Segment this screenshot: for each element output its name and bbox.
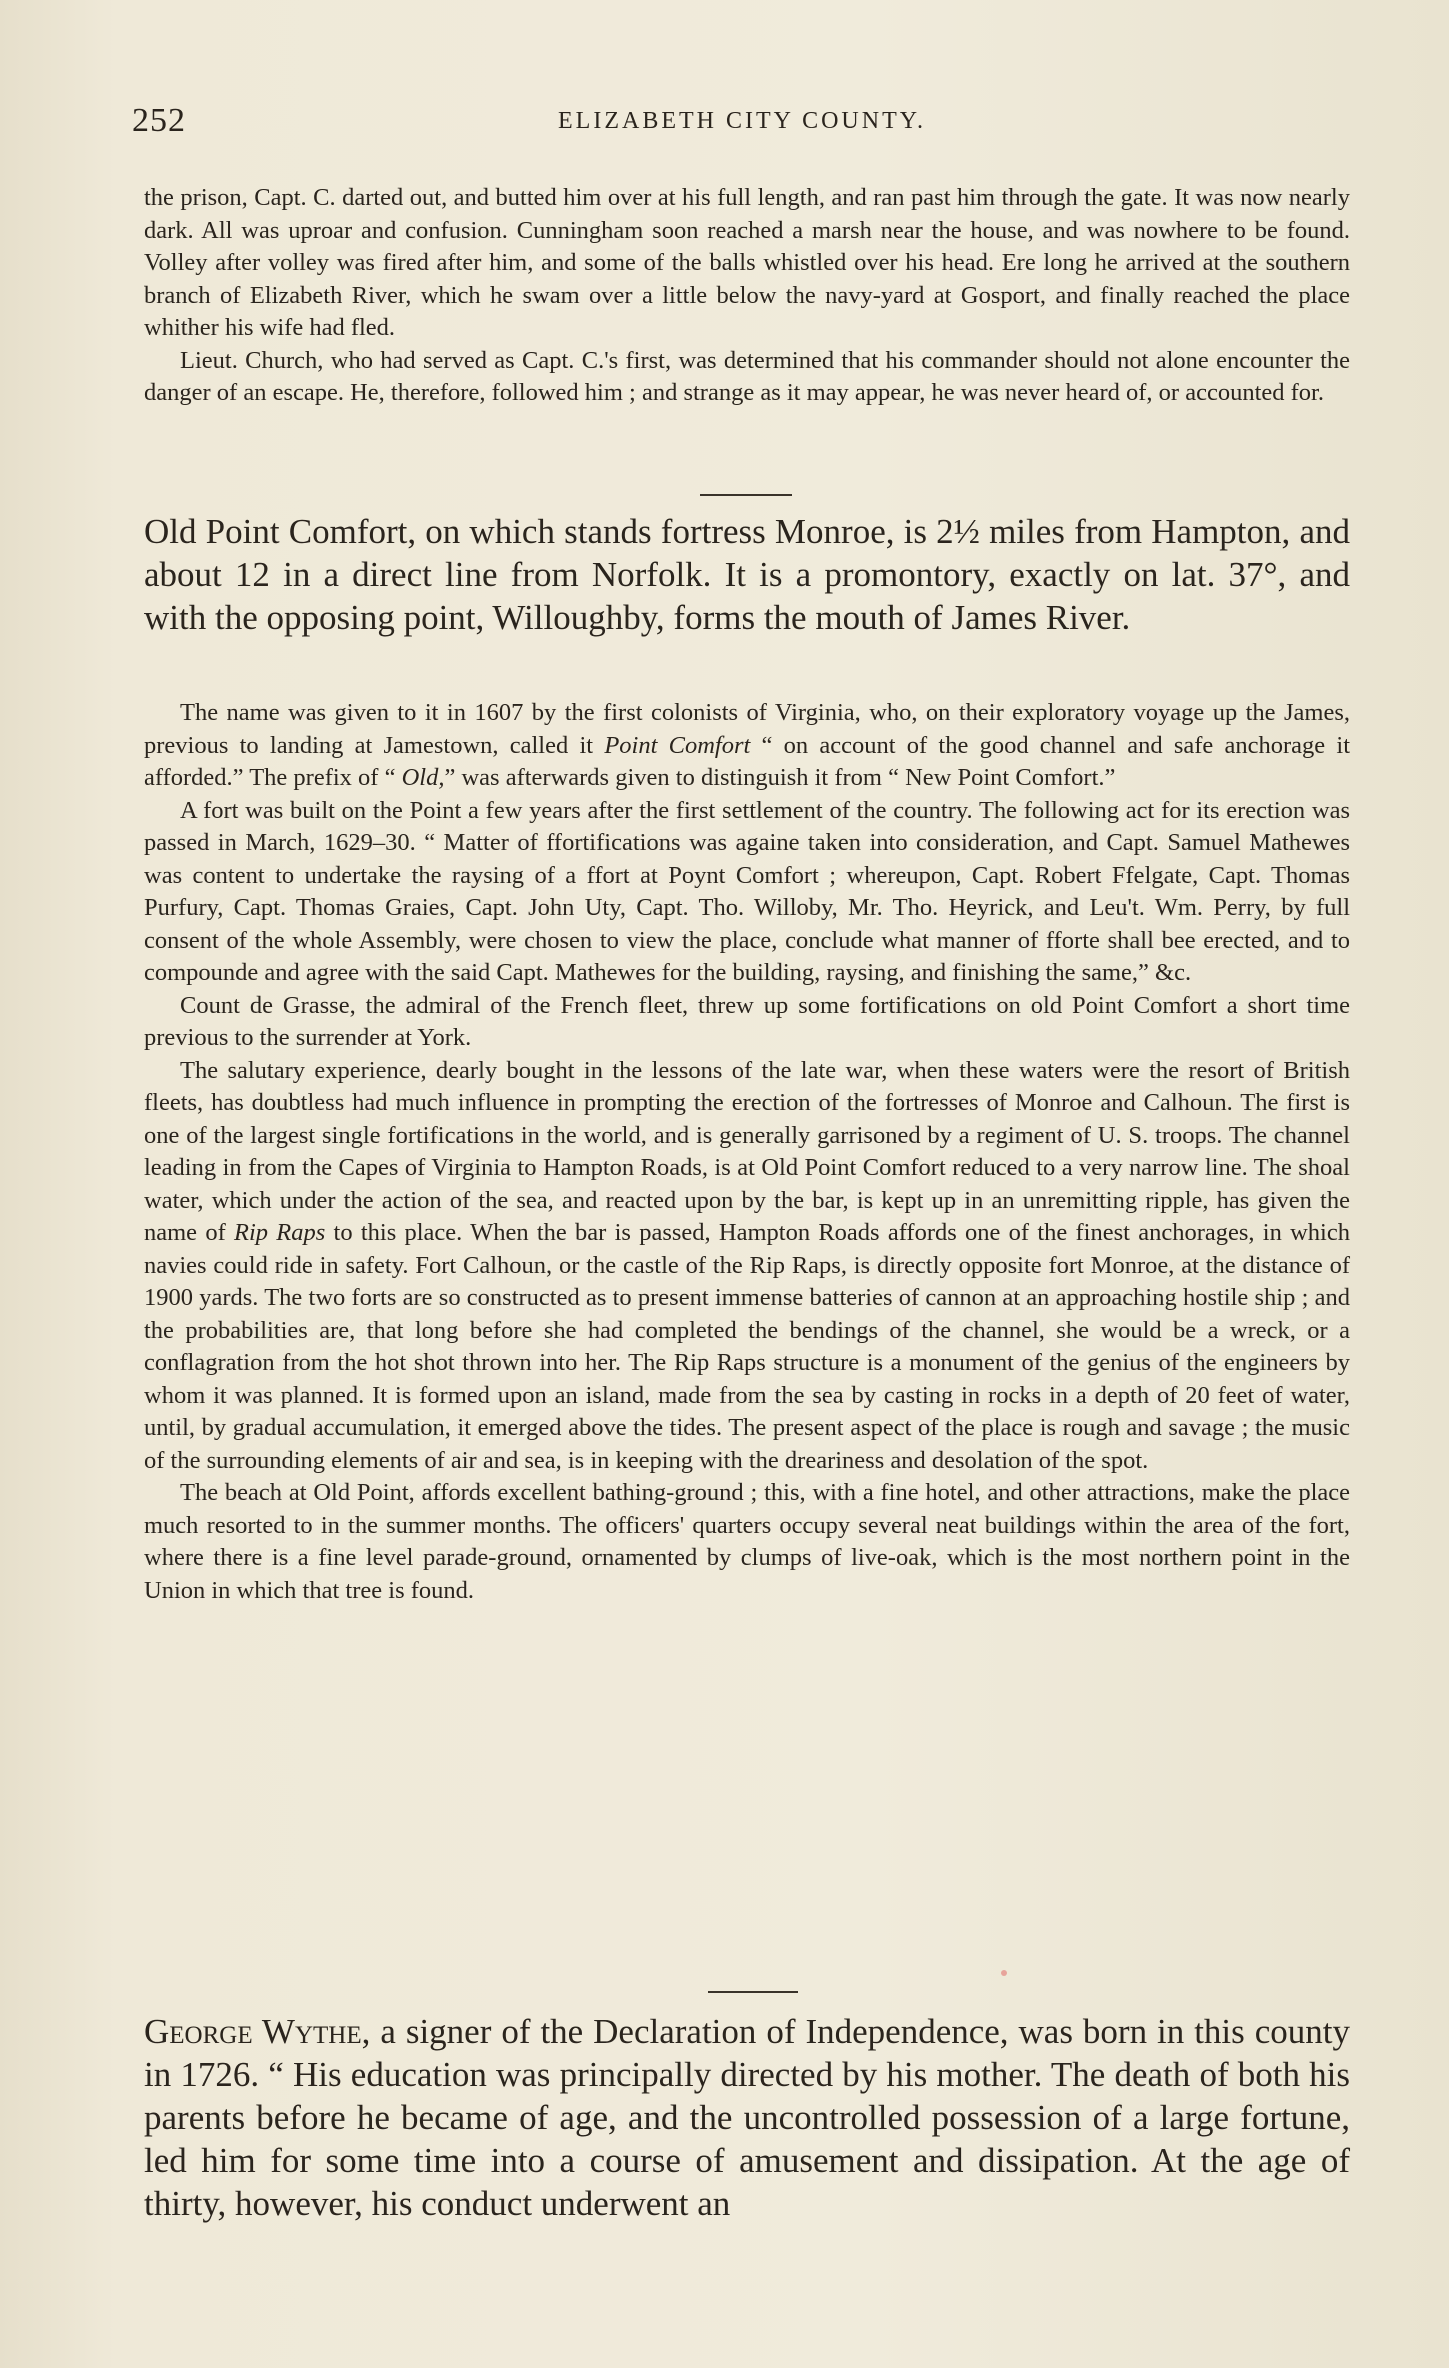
page-header [132, 102, 1352, 146]
paragraph: The salutary experience, dearly bought in the lessons of the late war, when these waters were the resort of British fleets, has doubtless had much influence in prompting the erection of the fortresses of Monroe and Calhoun. The first is one of the largest single fortifications in the world, and is generally garrisoned by a regiment of U. S. troops. The channel leading in from the Capes of Virginia to Hampton Roads, is at Old Point Comfort reduced to a very narrow line. The shoal water, which under the action of the sea, and reacted upon by the bar, is kept up in an unremitting ripple, has given the name of Rip Raps to this place. When the bar is passed, Hampton Roads affords one of the finest anchorages, in which navies could ride in safety. Fort Calhoun, or the castle of the Rip Raps, is directly opposite fort Monroe, at the distance of 1900 yards. The two forts are so constructed as to present immense batteries of cannon at an approaching hostile ship ; and the probabilities are, that long before she had completed the bendings of the channel, she would be a wreck, or a conflagration from the hot shot thrown into her. The Rip Raps structure is a monument of the genius of the engineers by whom it was planned. It is formed upon an island, made from the sea by casting in rocks in a depth of 20 feet of water, until, by gradual accumulation, it emerged above the tides. The present aspect of the place is rough and savage ; the music of the surrounding elements of air and sea, is in keeping with the dreariness and desolation of the spot. [144, 1056, 1350, 1474]
person-name: George Wythe, [144, 2012, 371, 2051]
paragraph: The name was given to it in 1607 by the first colonists of Virginia, who, on their exploratory voyage up the James, previous to landing at Jamestown, called it Point Comfort “ on account of the good channel and safe anchorage it afforded.” The prefix of “ Old,” was afterwards given to distinguish it from “ New Point Comfort.” [144, 699, 1350, 791]
italic-text: Rip Raps [233, 1219, 326, 1246]
running-title: ELIZABETH CITY COUNTY. [558, 108, 926, 134]
ink-mark [1001, 1970, 1007, 1976]
paragraph: The beach at Old Point, affords excellent bathing-ground ; this, with a fine hotel, and other attractions, make the place much resorted to in the summer months. The officers' quarters occupy several neat buildings within the area of the fort, where there is a fine level parade-ground, ornamented by clumps of live-oak, which is the most northern point in the Union in which that tree is found. [144, 1479, 1350, 1604]
paragraph: Count de Grasse, the admiral of the French fleet, threw up some fortifications on old Point Comfort a short time previous to the surrender at York. [144, 991, 1350, 1051]
lead-paragraph: George Wythe, a signer of the Declaration of Independence, was born in this county in 1726. “ His education was principally directed by his mother. The death of both his parents before he became of age, and the uncontrolled possession of a large fortune, led him for some time into a course of amusement and dissipation. At the age of thirty, however, his conduct underwent an [144, 2012, 1350, 2223]
lead-paragraph: Old Point Comfort, on which stands fortress Monroe, is 2½ miles from Hampton, and about 12 in a direct line from Norfolk. It is a promontory, exactly on lat. 37°, and with the opposing point, Willoughby, forms the mouth of James River. [144, 512, 1350, 637]
page-number: 252 [132, 102, 186, 139]
paragraph: the prison, Capt. C. darted out, and butted him over at his full length, and ran past him through the gate. It was now nearly dark. All was uproar and confusion. Cunningham soon reached a marsh near the house, and was nowhere to be found. Volley after volley was fired after him, and some of the balls whistled over his head. Ere long he arrived at the southern branch of Elizabeth River, which he swam over a little below the navy-yard at Gosport, and finally reached the place whither his wife had fled. [144, 184, 1350, 341]
section-old-point-comfort [144, 697, 1350, 1607]
section-divider [708, 1991, 798, 1993]
old-point-comfort-lead [144, 510, 1350, 639]
section-cunningham-escape [144, 182, 1350, 410]
italic-text: Old, [401, 764, 445, 791]
italic-text: Point Comfort [604, 731, 751, 759]
paragraph: Lieut. Church, who had served as Capt. C.'s first, was determined that his commander should not alone encounter the danger of an escape. He, therefore, followed him ; and strange as it may appear, he was never heard of, or accounted for. [144, 346, 1350, 406]
section-divider [700, 494, 792, 496]
paragraph: A fort was built on the Point a few years after the first settlement of the country. The following act for its erection was passed in March, 1629–30. “ Matter of ffortifications was againe taken into consideration, and Capt. Samuel Mathewes was content to undertake the raysing of a ffort at Poynt Comfort ; whereupon, Capt. Robert Ffelgate, Capt. Thomas Purfury, Capt. Thomas Graies, Capt. John Uty, Capt. Tho. Willoby, Mr. Tho. Heyrick, and Leu't. Wm. Perry, by full consent of the whole Assembly, were chosen to view the place, conclude what manner of fforte shall bee erected, and to compounde and agree with the said Capt. Mathewes for the building, raysing, and finishing the same,” &c. [144, 796, 1350, 986]
george-wythe-biography [144, 2010, 1350, 2225]
